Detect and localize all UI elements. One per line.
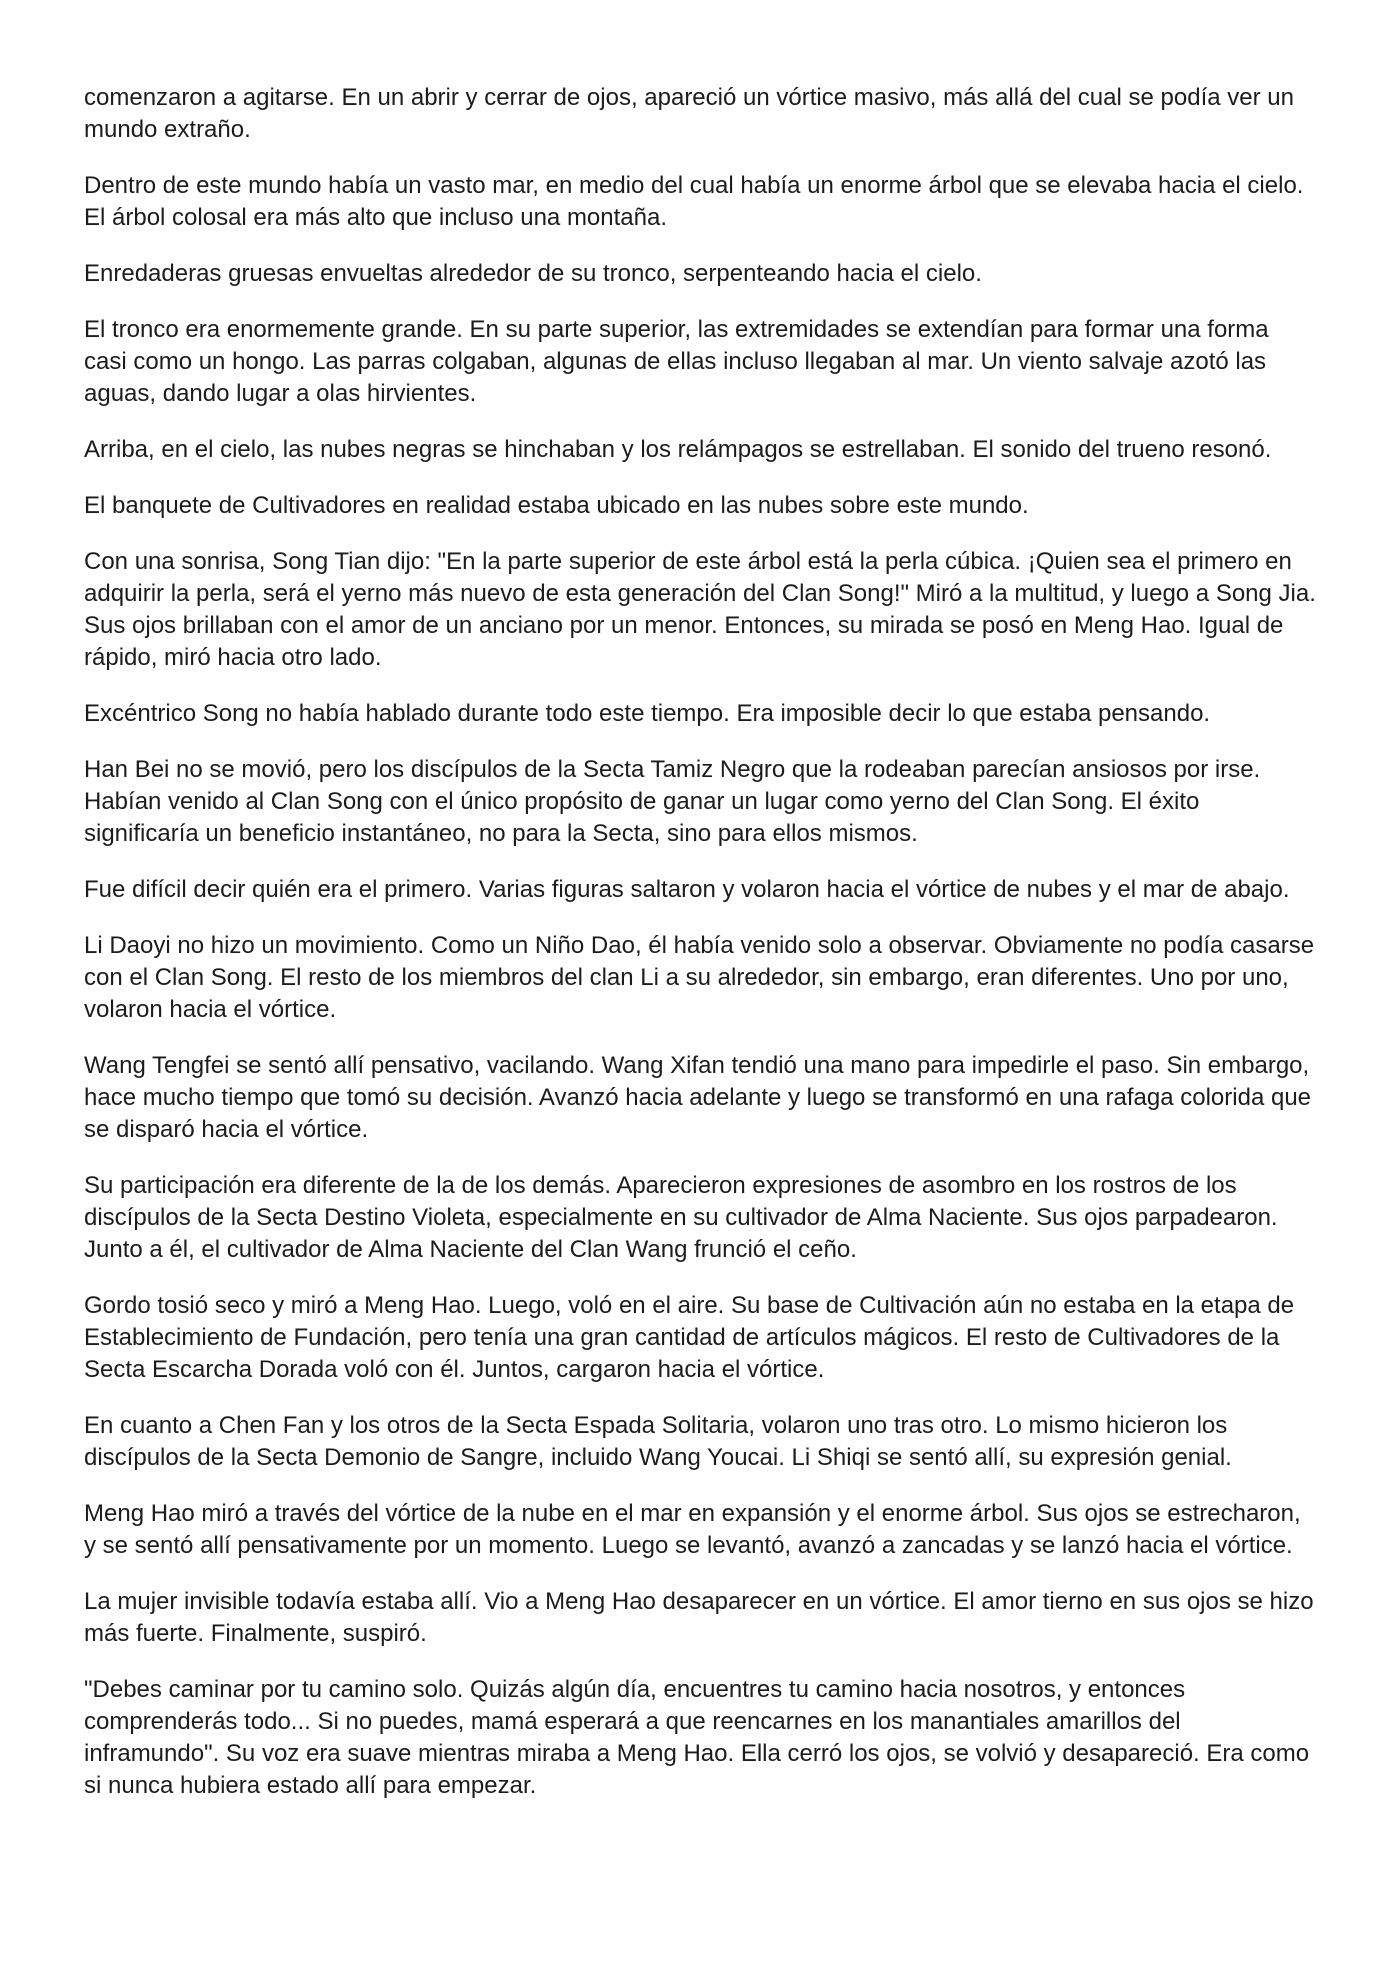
paragraph-15: En cuanto a Chen Fan y los otros de la Secta Espada Solitaria, volaron uno tras otro. Lo mismo hicieron los discípulos de la Secta Demonio de Sangre, incluido Wang Youcai. Li Shiqi se sentó allí, su expresión genial. bbox=[84, 1412, 1232, 1471]
paragraph-2: Dentro de este mundo había un vasto mar, en medio del cual había un enorme árbol que se elevaba hacia el cielo. El árbol colosal era más alto que incluso una montaña. bbox=[84, 172, 1304, 231]
paragraph-3: Enredaderas gruesas envueltas alrededor de su tronco, serpenteando hacia el cielo. bbox=[84, 260, 982, 287]
document-page bbox=[84, 82, 1316, 1826]
paragraph-14: Gordo tosió seco y miró a Meng Hao. Luego, voló en el aire. Su base de Cultivación aún no estaba en la etapa de Establecimiento de Fundación, pero tenía una gran cantidad de artículos mágicos. El resto de Cultivadores de la Secta Escarcha Dorada voló con él. Juntos, cargaron hacia el vórtice. bbox=[84, 1292, 1295, 1383]
paragraph-1: comenzaron a agitarse. En un abrir y cerrar de ojos, apareció un vórtice masivo, más allá del cual se podía ver un mundo extraño. bbox=[84, 84, 1294, 143]
paragraph-18: "Debes caminar por tu camino solo. Quizás algún día, encuentres tu camino hacia nosotros, y entonces comprenderás todo... Si no puedes, mamá esperará a que reencarnes en los manantiales amarillos del inframundo". Su voz era suave mientras miraba a Meng Hao. Ella cerró los ojos, se volvió y desapareció. Era como si nunca hubiera estado allí para empezar. bbox=[84, 1676, 1310, 1799]
paragraph-12: Wang Tengfei se sentó allí pensativo, vacilando. Wang Xifan tendió una mano para impedirle el paso. Sin embargo, hace mucho tiempo que tomó su decisión. Avanzó hacia adelante y luego se transformó en una rafaga colorida que se disparó hacia el vórtice. bbox=[84, 1052, 1312, 1143]
paragraph-5: Arriba, en el cielo, las nubes negras se hinchaban y los relámpagos se estrellaban. El sonido del trueno resonó. bbox=[84, 436, 1272, 463]
paragraph-8: Excéntrico Song no había hablado durante todo este tiempo. Era imposible decir lo que estaba pensando. bbox=[84, 700, 1211, 727]
paragraph-7: Con una sonrisa, Song Tian dijo: "En la parte superior de este árbol está la perla cúbica. ¡Quien sea el primero en adquirir la perla, será el yerno más nuevo de esta generación del Clan Song!" Miró a la multitud, y luego a Song Jia. Sus ojos brillaban con el amor de un anciano por un menor. Entonces, su mirada se posó en Meng Hao. Igual de rápido, miró hacia otro lado. bbox=[84, 548, 1316, 671]
paragraph-10: Fue difícil decir quién era el primero. Varias figuras saltaron y volaron hacia el vórtice de nubes y el mar de abajo. bbox=[84, 876, 1290, 903]
paragraph-13: Su participación era diferente de la de los demás. Aparecieron expresiones de asombro en los rostros de los discípulos de la Secta Destino Violeta, especialmente en su cultivador de Alma Naciente. Sus ojos parpadearon. Junto a él, el cultivador de Alma Naciente del Clan Wang frunció el ceño. bbox=[84, 1172, 1278, 1263]
paragraph-9: Han Bei no se movió, pero los discípulos de la Secta Tamiz Negro que la rodeaban parecían ansiosos por irse. Habían venido al Clan Song con el único propósito de ganar un lugar como yerno del Clan Song. El éxito significaría un beneficio instantáneo, no para la Secta, sino para ellos mismos. bbox=[84, 756, 1261, 847]
paragraph-4: El tronco era enormemente grande. En su parte superior, las extremidades se extendían para formar una forma casi como un hongo. Las parras colgaban, algunas de ellas incluso llegaban al mar. Un viento salvaje azotó las aguas, dando lugar a olas hirvientes. bbox=[84, 316, 1269, 407]
paragraph-16: Meng Hao miró a través del vórtice de la nube en el mar en expansión y el enorme árbol. Sus ojos se estrecharon, y se sentó allí pensativamente por un momento. Luego se levantó, avanzó a zancadas y se lanzó hacia el vórtice. bbox=[84, 1500, 1301, 1559]
paragraph-11: Li Daoyi no hizo un movimiento. Como un Niño Dao, él había venido solo a observar. Obviamente no podía casarse con el Clan Song. El resto de los miembros del clan Li a su alrededor, sin embargo, eran diferentes. Uno por uno, volaron hacia el vórtice. bbox=[84, 932, 1315, 1023]
paragraph-6: El banquete de Cultivadores en realidad estaba ubicado en las nubes sobre este mundo. bbox=[84, 492, 1029, 519]
paragraph-17: La mujer invisible todavía estaba allí. Vio a Meng Hao desaparecer en un vórtice. El amor tierno en sus ojos se hizo más fuerte. Finalmente, suspiró. bbox=[84, 1588, 1314, 1647]
